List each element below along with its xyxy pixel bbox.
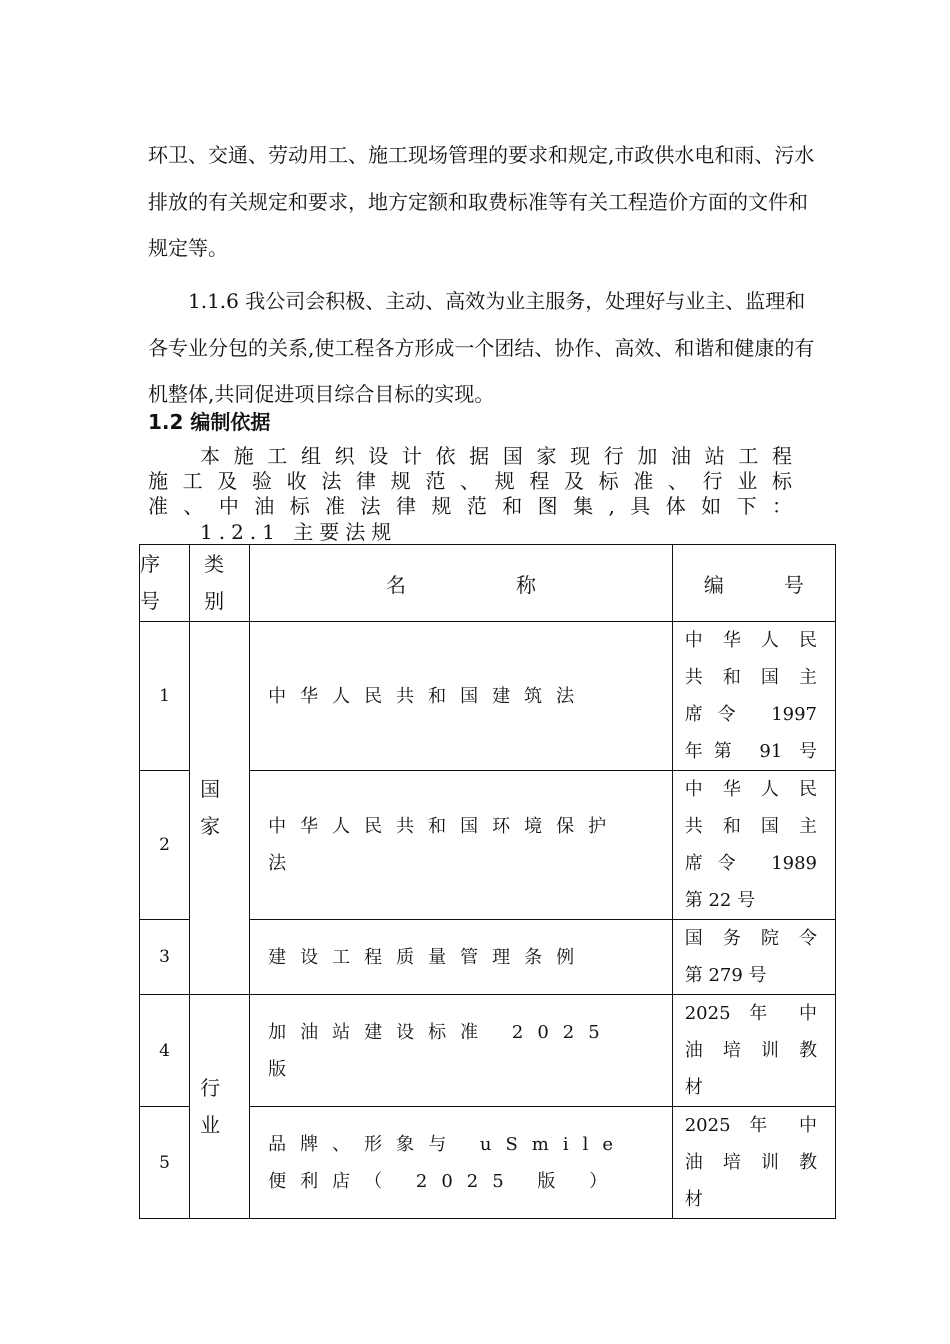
category-industry-line1: 行	[200, 1075, 221, 1100]
table-row	[140, 622, 836, 771]
category-industry-line2: 业	[200, 1112, 221, 1137]
header-name-char1: 名	[385, 572, 406, 597]
row-code-line: 材	[684, 1189, 703, 1210]
row-name: 品牌、形象与 uSmile 便利店（ 2025 版 ）	[250, 1107, 673, 1219]
header-no	[140, 545, 190, 622]
row-name: 建设工程质量管理条例	[250, 920, 673, 995]
header-no-line1: 序	[140, 552, 160, 576]
header-code-char2: 号	[783, 572, 804, 597]
category-industry	[190, 995, 250, 1219]
header-name	[250, 545, 673, 622]
subsection-heading: 1.2.1 主要法规	[200, 520, 398, 544]
row-no: 3	[140, 920, 190, 995]
header-category-line2: 别	[204, 589, 225, 613]
row-code-line: 油培训教	[684, 1040, 817, 1061]
header-code-char1: 编	[703, 572, 724, 597]
row-code-line: 第 279 号	[684, 965, 767, 986]
row-code-line: 共和国主	[684, 816, 817, 837]
row-code	[672, 622, 835, 771]
header-name-char2: 称	[515, 572, 536, 597]
intro-line-1: 本施工组织设计依据国家现行加油站工程	[200, 444, 798, 468]
row-name: 中华人民共和国环境保护法	[250, 771, 673, 920]
row-no: 5	[140, 1107, 190, 1219]
intro-paragraph	[148, 444, 798, 519]
row-code-line: 2025 年 中	[684, 1115, 817, 1136]
row-code-line: 中华人民	[684, 630, 817, 651]
row-code-line: 第 22 号	[684, 890, 756, 911]
row-code-line: 共和国主	[684, 667, 817, 688]
row-no: 2	[140, 771, 190, 920]
table-header-row	[140, 545, 836, 622]
row-code-line: 国务院令	[684, 928, 817, 949]
header-code	[672, 545, 835, 622]
row-name: 中华人民共和国建筑法	[250, 622, 673, 771]
row-code	[672, 771, 835, 920]
row-code-line: 油培训教	[684, 1152, 817, 1173]
row-code-line: 材	[684, 1077, 703, 1098]
row-no: 1	[140, 622, 190, 771]
row-code-line: 年第 91 号	[684, 741, 817, 762]
row-code-line: 中华人民	[684, 779, 817, 800]
row-code-line: 席令 1997	[684, 704, 817, 725]
category-national-line1: 国	[200, 777, 221, 801]
category-national-line2: 家	[200, 814, 221, 838]
row-no: 4	[140, 995, 190, 1107]
intro-line-3: 准、中油标准法律规范和图集,具体如下：	[148, 494, 798, 518]
table-row	[140, 995, 836, 1107]
regulations-table	[139, 544, 836, 1219]
row-code	[672, 920, 835, 995]
category-national	[190, 622, 250, 995]
header-no-line2: 号	[140, 589, 160, 613]
body-paragraph-2: 1.1.6 我公司会积极、主动、高效为业主服务，处理好与业主、监理和各专业分包的关系,使工程各方形成一个团结、协作、高效、和谐和健康的有机整体,共同促进项目综合目标的实现。	[148, 289, 815, 406]
row-code	[672, 995, 835, 1107]
header-category-line1: 类	[204, 552, 225, 576]
section-heading: 1.2 编制依据	[148, 410, 271, 434]
row-name: 加油站建设标准 2025 版	[250, 995, 673, 1107]
row-code	[672, 1107, 835, 1219]
row-code-line: 席令 1989	[684, 853, 817, 874]
row-code-line: 2025 年 中	[684, 1003, 817, 1024]
body-paragraph-1: 环卫、交通、劳动用工、施工现场管理的要求和规定,市政供水电和雨、污水排放的有关规定和要求，地方定额和取费标准等有关工程造价方面的文件和规定等。	[148, 143, 815, 260]
header-category	[190, 545, 250, 622]
intro-line-2: 施工及验收法律规范、规程及标准、行业标	[148, 469, 798, 493]
